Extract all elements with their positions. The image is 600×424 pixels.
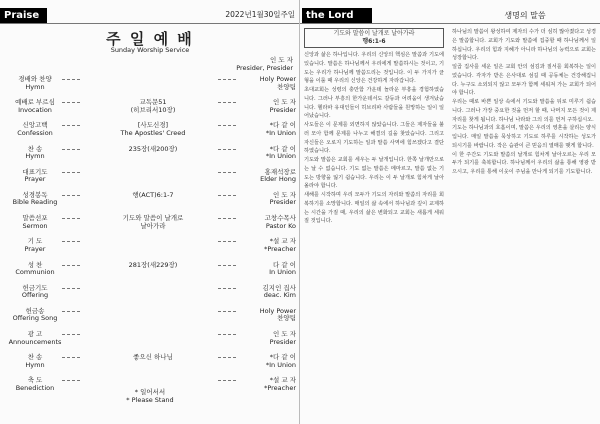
- service-date: 2022년1월30일주일: [225, 10, 295, 19]
- row-detail-2: 날아가라: [140, 221, 166, 230]
- sermon-paragraph: 하나님의 말씀이 왕성하여 제자의 수가 더 심히 많아졌다고 성경은 말씀합니다. 교회가 기도와 말씀에 집중할 때 하나님께서 일하십니다. 우리의 힘과 지혜가 아니라 하나님의 능력으로 교회는 성장합니다.: [452, 29, 596, 62]
- row-label-ko: 헌금송: [25, 306, 45, 315]
- row-label-en: Invocation: [18, 105, 52, 114]
- row-label-en: Confession: [17, 128, 53, 137]
- stand-ko: * 일어서서: [134, 388, 166, 396]
- service-row: [0, 97, 300, 120]
- row-label-ko: 찬 송: [27, 144, 43, 153]
- row-detail-1: 기도와 말씀이 날개로: [122, 214, 184, 223]
- service-row: [0, 260, 300, 283]
- row-label-ko: 찬 송: [27, 353, 43, 362]
- service-row: [0, 74, 300, 97]
- left-header-bar: [0, 8, 299, 24]
- row-leader-2: *In Union: [265, 128, 296, 137]
- row-leader-1: *다 같 이: [269, 353, 296, 362]
- word-of-life-title: 생명의 말씀: [504, 11, 546, 20]
- leader-dots: [62, 334, 80, 335]
- row-leader-2: *Preacher: [264, 244, 296, 253]
- leader-dots: [62, 241, 80, 242]
- row-detail: [78, 146, 228, 154]
- sermon-paragraph: 새해를 시작하며 우리 모두가 기도의 자리와 말씀의 자리를 회복하기를 소망합니다. 매일의 삶 속에서 하나님과 깊이 교제하는 시간을 가질 때, 우리의 삶은 변화되고 교회는 새롭게 세워질 것입니다.: [304, 192, 444, 225]
- row-leader-1: *다 같 이: [269, 144, 296, 153]
- row-leader-2: In Union: [269, 268, 296, 276]
- row-detail-1: [사도신경]: [137, 121, 169, 130]
- row-label: [0, 262, 70, 277]
- service-row: [0, 352, 300, 375]
- praise-tag: Praise: [0, 8, 47, 23]
- row-label-ko: 말씀선포: [22, 214, 48, 223]
- sermon-column-1: [304, 28, 444, 226]
- row-label-en: Prayer: [24, 244, 46, 253]
- row-leader: [230, 122, 296, 137]
- row-label-ko: 광 고: [27, 330, 43, 339]
- row-label: [0, 99, 70, 114]
- leader-dots: [62, 172, 80, 173]
- row-leader: [230, 308, 296, 323]
- row-detail-1: 행(ACT)6:1-7: [132, 190, 174, 199]
- row-label-ko: 예배로 부르심: [15, 98, 55, 107]
- row-label-en: Offering: [21, 291, 49, 300]
- row-detail-2: (히브리서10장): [130, 105, 176, 114]
- row-leader: [230, 285, 296, 300]
- worship-title: 주 일 예 배: [106, 30, 194, 48]
- row-detail: [78, 215, 228, 230]
- row-leader-2: Elder Hong: [260, 175, 296, 184]
- row-leader: [230, 146, 296, 161]
- sermon-paragraph: 기도와 말씀은 교회를 세우는 두 날개입니다. 한쪽 날개만으로는 날 수 없습니다. 기도 없는 말씀은 메마르고, 말씀 없는 기도는 방향을 잃기 쉽습니다. 우리는 이 두 날개로 힘차게 날아올라야 합니다.: [304, 157, 444, 190]
- worship-subtitle: Sunday Worship Service: [110, 46, 190, 54]
- row-leader-1: 인 도 자: [273, 98, 296, 107]
- row-leader: [230, 169, 296, 184]
- sermon-text-1: [304, 51, 444, 226]
- lord-tag: the Lord: [302, 8, 372, 23]
- row-leader-1: Holy Power: [259, 306, 296, 315]
- presider-en: Presider, Presider: [236, 64, 293, 72]
- row-leader-2: 찬양팀: [277, 314, 296, 323]
- sermon-paragraph: 신앙과 삶은 하나입니다. 우리의 신앙의 핵심은 말씀과 기도에 있습니다. 말씀은 하나님께서 우리에게 말씀하시는 것이고, 기도는 우리가 하나님께 말씀드리는 것입니다. 이 두 가지가 균형을 이룰 때 우리의 신앙은 건강하게 자라갑니다.: [304, 52, 444, 85]
- presider-ko: 인 도 자: [270, 56, 293, 64]
- presider-label: [236, 56, 293, 72]
- row-leader: [230, 192, 296, 207]
- leader-dots: [62, 380, 80, 381]
- row-leader: [230, 331, 296, 346]
- row-leader-1: 다 같 이: [273, 260, 296, 269]
- order-of-service: [0, 74, 300, 399]
- sermon-paragraph: 기도는 하나님과의 호흡이며, 말씀은 우리의 영혼을 살리는 양식입니다. 매일 말씀을 묵상하고 기도로 하루를 시작하는 성도가 되시기를 바랍니다. 작은 습관이 큰 믿음의 열매를 맺게 합니다.: [452, 125, 596, 149]
- row-leader-1: 인 도 자: [273, 190, 296, 199]
- row-label-ko: 신앙고백: [22, 121, 48, 130]
- leader-dots: [62, 79, 80, 80]
- row-label: [0, 169, 70, 184]
- row-label: [0, 192, 70, 207]
- sermon-paragraph: 이 한 주간도 기도와 말씀의 날개로 힘차게 날아오르는 우리 모두가 되기를 축복합니다. 하나님께서 우리의 삶을 통해 영광 받으시고, 우리를 통해 이웃이 주님을 만나게 되기를 기도합니다.: [452, 151, 596, 175]
- row-label-ko: 성 찬: [27, 260, 43, 269]
- row-leader-2: *Preacher: [264, 383, 296, 392]
- row-leader-2: 찬양팀: [277, 82, 296, 91]
- row-detail-1: 좋으신 하나님: [133, 353, 173, 362]
- row-leader-1: 인 도 자: [273, 330, 296, 339]
- sermon-title: 기도와 말씀이 날개로 날아가라: [333, 30, 415, 37]
- stand-en: * Please Stand: [126, 396, 174, 404]
- row-label-en: Prayer: [24, 175, 46, 184]
- row-leader: [230, 262, 296, 277]
- row-detail: [78, 262, 228, 270]
- row-label-ko: 대표기도: [22, 167, 48, 176]
- row-leader-1: *다 같 이: [269, 121, 296, 130]
- row-label-en: Offering Song: [12, 314, 58, 323]
- row-leader-2: *In Union: [265, 152, 296, 161]
- row-leader: [230, 354, 296, 369]
- row-label-en: Announcements: [8, 337, 62, 346]
- row-label-ko: 축 도: [27, 376, 43, 385]
- row-detail: [78, 122, 228, 137]
- bulletin-right-page: [300, 0, 600, 424]
- row-leader: [230, 215, 296, 230]
- row-label-ko: 성경봉독: [22, 190, 48, 199]
- sermon-paragraph: 우리는 때로 바쁜 일상 속에서 기도와 말씀을 뒤로 미루기 쉽습니다. 그러나 가장 중요한 것을 먼저 할 때, 나머지 모든 것이 제자리를 찾게 됩니다. 하나님 나라와 그의 의를 먼저 구하십시오.: [452, 99, 596, 123]
- row-label: [0, 146, 70, 161]
- row-label: [0, 354, 70, 369]
- row-detail-1: 교독문51: [139, 98, 167, 107]
- row-leader-1: *설 교 자: [269, 237, 296, 246]
- service-row: [0, 329, 300, 352]
- row-label: [0, 76, 70, 91]
- row-leader-2: *In Union: [265, 360, 296, 369]
- row-label-ko: 헌금기도: [22, 283, 48, 292]
- row-leader-1: Holy Power: [259, 75, 296, 83]
- row-leader-2: Presider: [269, 105, 296, 114]
- row-label-en: Sermon: [22, 221, 48, 230]
- row-detail-1: 235장(새200장): [128, 144, 178, 153]
- service-row: [0, 120, 300, 143]
- service-row: [0, 190, 300, 213]
- row-label-ko: 경배와 찬양: [18, 75, 52, 83]
- row-leader-2: Presider: [269, 198, 296, 207]
- service-row: [0, 236, 300, 259]
- row-label: [0, 285, 70, 300]
- sermon-paragraph: 일곱 집사를 세운 일은 교회 안의 섬김과 질서를 회복하는 일이었습니다. 각자가 받은 은사대로 섬길 때 공동체는 건강해집니다. 누구도 소외되지 않고 모두가 함께 세워져 가는 교회가 되어야 합니다.: [452, 64, 596, 97]
- row-label: [0, 331, 70, 346]
- leader-dots: [62, 288, 80, 289]
- row-leader-1: 홍재석장로: [264, 167, 296, 176]
- row-label: [0, 308, 70, 323]
- row-detail: [78, 354, 228, 362]
- row-label: [0, 122, 70, 137]
- row-detail: [78, 192, 228, 200]
- row-label-ko: 기 도: [27, 237, 43, 246]
- row-detail: [78, 99, 228, 114]
- row-leader-2: deac. Kim: [263, 291, 296, 300]
- row-label-en: Hymn: [25, 152, 45, 161]
- service-row: [0, 306, 300, 329]
- sermon-reference: 행6:1-6: [362, 38, 386, 45]
- service-row: [0, 213, 300, 236]
- row-leader-1: 고창수목사: [264, 214, 296, 223]
- row-leader: [230, 99, 296, 114]
- sermon-paragraph: 사도들은 이 문제를 외면하지 않았습니다. 그들은 제자들을 불러 모아 함께 문제를 나누고 해결의 길을 찾았습니다. 그리고 자신들은 오로지 기도하는 일과 말씀 사역에 힘쓰겠다고 결단하였습니다.: [304, 122, 444, 155]
- service-row: [0, 167, 300, 190]
- row-detail-1: 281장(새229장): [128, 260, 178, 269]
- row-leader-1: *설 교 자: [269, 376, 296, 385]
- sermon-column-2: [452, 28, 596, 177]
- row-leader-2: Pastor Ko: [265, 221, 296, 230]
- row-label-en: Hymn: [25, 360, 45, 369]
- row-label-en: Bible Reading: [12, 198, 58, 207]
- row-leader: [230, 238, 296, 253]
- row-label: [0, 215, 70, 230]
- row-label-en: Communion: [15, 268, 55, 276]
- service-row: [0, 283, 300, 306]
- row-leader-1: 김지인 집사: [262, 283, 296, 292]
- sermon-paragraph: 초대교회는 성령의 충만함 가운데 놀라운 부흥을 경험하였습니다. 그러나 부흥의 한가운데서도 갈등과 어려움이 생겨났습니다. 헬라파 유대인들이 히브리파 사람들을 원망하는 일이 일어났습니다.: [304, 87, 444, 120]
- row-label: [0, 238, 70, 253]
- service-row: [0, 144, 300, 167]
- sermon-title-box: [304, 28, 444, 48]
- leader-dots: [62, 311, 80, 312]
- row-leader-2: Presider: [269, 337, 296, 346]
- row-detail-2: The Apostles' Creed: [120, 128, 186, 137]
- row-label-en: Hymn: [25, 82, 45, 91]
- row-label-en: Benediction: [15, 383, 55, 392]
- congregation-note: [0, 388, 300, 404]
- row-leader: [230, 76, 296, 91]
